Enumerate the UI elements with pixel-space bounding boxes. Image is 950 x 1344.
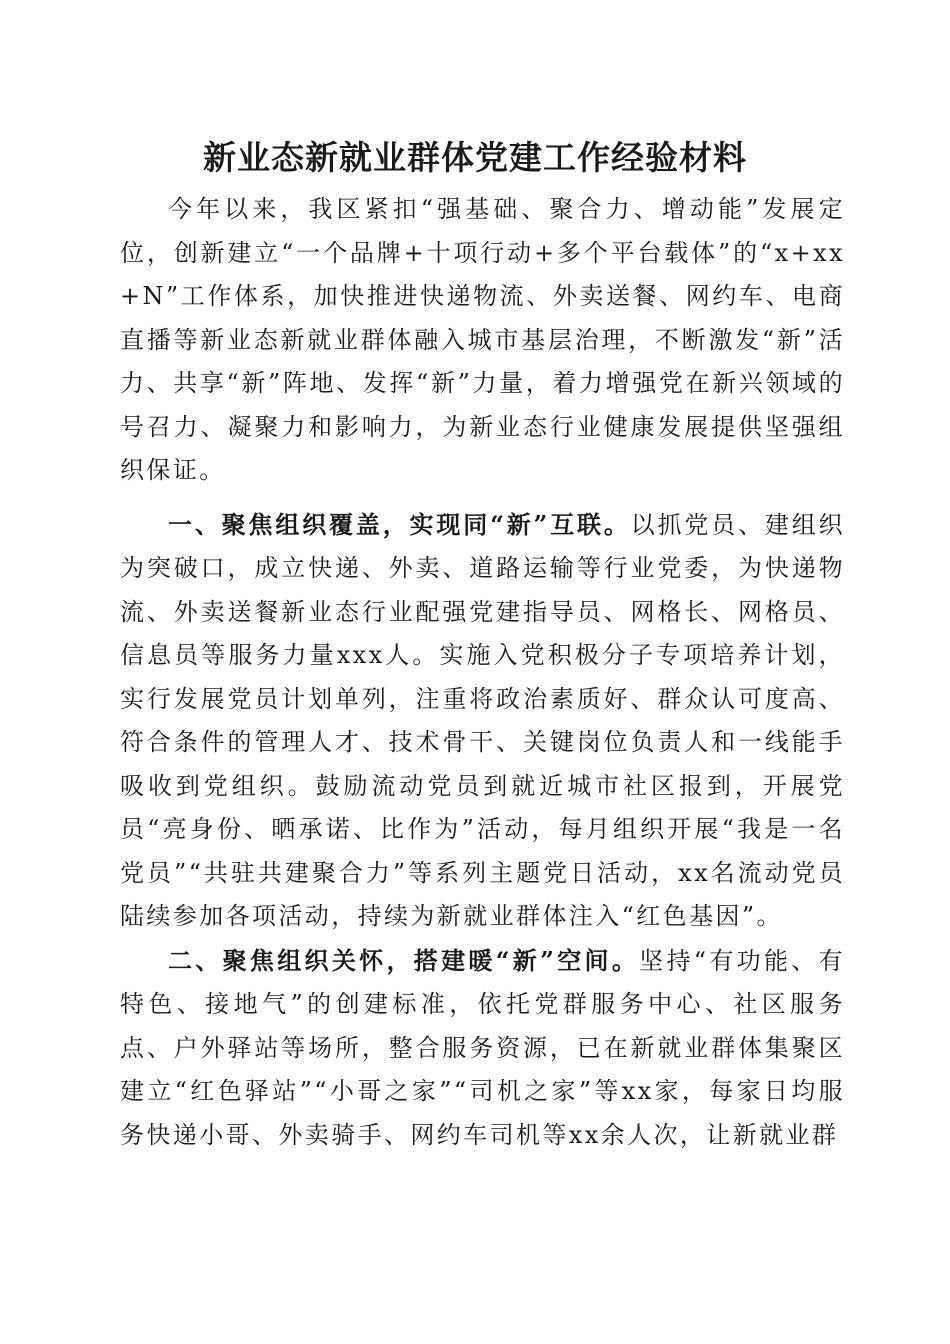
intro-paragraph: 今年以来，我区紧扣“强基础、聚合力、增动能”发展定位，创新建立“一个品牌+十项行动+多个平台载体”的“x+xx+N”工作体系，加快推进快递物流、外卖送餐、网约车、电商直播等新业态新就业群体融入城市基层治理，不断激发“新”活力、共享“新”阵地、发挥“新”力量，着力增强党在新兴领域的号召力、凝聚力和影响力，为新业态行业健康发展提供坚强组织保证。 <box>120 195 845 484</box>
section-heading-1: 一、聚焦组织覆盖，实现同“新”互联。 <box>168 509 631 539</box>
document-body <box>120 188 845 1157</box>
document-title: 新业态新就业群体党建工作经验材料 <box>203 138 747 177</box>
section-paragraph-1 <box>120 503 845 939</box>
section-heading-2: 二、聚焦组织关怀，搭建暖“新”空间。 <box>168 945 640 975</box>
section-body-1: 以抓党员、建组织为突破口，成立快递、外卖、道路运输等行业党委，为快递物流、外卖送餐新业态行业配强党建指导员、网格长、网格员、信息员等服务力量xxx人。实施入党积极分子专项培养计划，实行发展党员计划单列，注重将政治素质好、群众认可度高、符合条件的管理人才、技术骨干、关键岗位负责人和一线能手吸收到党组织。鼓励流动党员到就近城市社区报到，开展党员“亮身份、晒承诺、比作为”活动，每月组织开展“我是一名党员”“共驻共建聚合力”等系列主题党日活动，xx名流动党员陆续参加各项活动，持续为新就业群体注入“红色基因”。 <box>120 510 845 930</box>
section-body-2: 坚持“有功能、有特色、接地气”的创建标准，依托党群服务中心、社区服务点、户外驿站等场所，整合服务资源，已在新就业群体集聚区建立“红色驿站”“小哥之家”“司机之家”等xx家，每家日均服务快递小哥、外卖骑手、网约车司机等xx余人次，让新就业群 <box>120 946 845 1149</box>
section-paragraph-2 <box>120 939 845 1158</box>
